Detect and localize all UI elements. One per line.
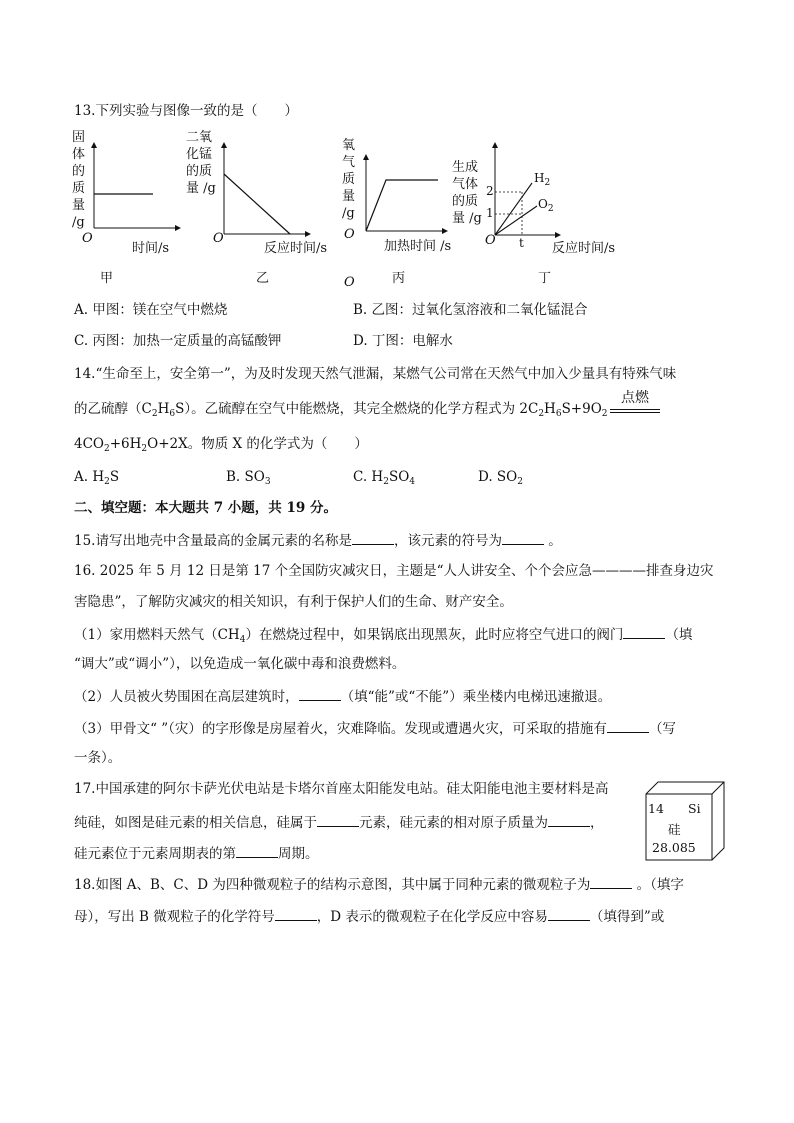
q14-option-c: C. $H_2SO_4$ (353, 469, 416, 487)
q13-graphs (60, 125, 700, 295)
graph-ding-h2 (495, 183, 532, 235)
q16-part1-cont: “调大”或“调小”），以免造成一氧化碳中毒和浪费燃料。 (74, 656, 406, 672)
graph-ding-caption: 丁 (538, 271, 552, 286)
q13-option-a: A. 甲图：镁在空气中燃烧 (74, 302, 228, 318)
q18-line1: 18.如图 A、B、C、D 为四种微观粒子的结构示意图，其中属于同种元素的微观粒子为 。（填字 (74, 874, 684, 894)
graph-ding (495, 143, 560, 235)
graph-bing-xlabel: 加热时间 /s (384, 239, 452, 254)
q16-part3-cont: 一条）。 (74, 750, 122, 766)
graph-yi (224, 143, 310, 234)
q16-blank-3[interactable] (607, 718, 649, 733)
q17-line1: 17.中国承建的阿尔卡萨光伏电站是卡塔尔首座太阳能发电站。硅太阳能电池主要材料是高 (74, 781, 609, 797)
element-name: 硅 (668, 822, 681, 837)
graph-ding-tick-1: 1 (486, 206, 494, 220)
graph-ding-tick-t: t (519, 236, 524, 250)
graph-ding-o2 (495, 206, 537, 235)
silicon-element-card (644, 780, 728, 866)
graph-ding-origin: O (485, 233, 496, 248)
q14-condition: 点燃 (610, 390, 660, 413)
graph-bing-ylabel: 氧 气 质 量 /g (342, 138, 356, 221)
q17-blank-3[interactable] (236, 843, 278, 858)
graph-jia-origin: O (82, 231, 93, 246)
q16-part1: （1）家用燃料天然气$(CH_4)$在燃烧过程中，如果锅底出现黑灰，此时应将空气进口的阀门 （填 (74, 624, 692, 649)
q16-part3: （3）甲骨文“ ”（灾）的字形像是房屋着火，灾难降临。发现或遭遇火灾，可采取的措施有 （写 (74, 718, 676, 738)
q16-line1: 16. 2025 年 5 月 12 日是第 17 个全国防灾减灾日，主题是“人人讲安全、个个会应急————排查身边灾 (74, 563, 714, 579)
graph-ding-series-h2: $H_2$ (534, 171, 551, 188)
graph-bing-line (366, 180, 438, 231)
graph-yi-ylabel: 二氧 化锰 的质 量 /g (186, 130, 216, 196)
graph-yi-line (224, 174, 290, 234)
q16-line2: 害隐患”，了解防灾减灾的相关知识，有利于保护人们的生命、财产安全。 (74, 594, 513, 610)
q14-line3: $4CO_2+6H_2O+2X$。物质 X 的化学式为（ ） (74, 436, 368, 454)
graph-bing-extra-origin: O (344, 275, 355, 290)
q16-blank-1[interactable] (623, 624, 665, 639)
graph-ding-series-o2: $O_2$ (538, 197, 554, 214)
q13-graphs-svg (60, 125, 700, 295)
q13-option-d: D. 丁图：电解水 (353, 333, 453, 349)
q18-blank-3[interactable] (548, 906, 590, 921)
graph-yi-caption: 乙 (256, 271, 270, 286)
q15: 15.请写出地壳中含量最高的金属元素的名称是 ，该元素的符号为 。 (74, 530, 562, 550)
q15-blank-1[interactable] (352, 530, 394, 545)
q13-option-c: C. 丙图：加热一定质量的高锰酸钾 (74, 333, 282, 349)
q14-line1: 14.“生命至上，安全第一”，为及时发现天然气泄漏，某燃气公司常在天然气中加入少量具有特殊气味 (74, 366, 677, 382)
q14-option-a: A. $H_2S$ (74, 469, 120, 487)
section-2-heading: 二、填空题：本大题共 7 小题，共 19 分。 (74, 500, 337, 516)
graph-yi-origin: O (213, 231, 224, 246)
graph-bing-caption: 丙 (392, 271, 406, 286)
q17-line3: 硅元素位于元素周期表的第 周期。 (74, 843, 319, 863)
element-mass: 28.085 (652, 840, 696, 855)
q13-stem: 13.下列实验与图像一致的是（ ） (74, 103, 298, 119)
element-symbol: Si (688, 801, 701, 816)
element-number: 14 (648, 801, 664, 816)
q17-blank-1[interactable] (317, 812, 359, 827)
q18-blank-2[interactable] (275, 906, 317, 921)
q17-blank-2[interactable] (548, 812, 590, 827)
graph-jia (94, 143, 180, 228)
graph-bing (366, 155, 447, 231)
q14-option-b: B. $SO_3$ (226, 469, 271, 487)
q16-blank-2[interactable] (299, 686, 341, 701)
graph-jia-ylabel: 固 体 的 质 量 /g (72, 130, 86, 230)
graph-ding-xlabel: 反应时间/s (552, 241, 616, 256)
q18-line2: 母），写出 B 微观粒子的化学符号 ，D 表示的微观粒子在化学反应中容易 （填得到”或 (74, 906, 664, 926)
q18-blank-1[interactable] (590, 874, 632, 889)
q16-part2: （2）人员被火势围困在高层建筑时， （填“能”或“不能”）乘坐楼内电梯迅速撤退。 (74, 686, 611, 706)
q13-option-b: B. 乙图：过氧化氢溶液和二氧化锰混合 (353, 302, 588, 318)
graph-ding-tick-2: 2 (486, 184, 494, 198)
q14-option-d: D. $SO_2$ (478, 469, 523, 487)
graph-yi-xlabel: 反应时间/s (264, 241, 328, 256)
graph-jia-xlabel: 时间/s (132, 241, 170, 256)
graph-bing-origin: O (344, 227, 355, 242)
graph-ding-ylabel: 生成 气体 的质 量 /g (452, 160, 482, 226)
graph-jia-caption: 甲 (100, 271, 114, 286)
q15-blank-2[interactable] (502, 530, 544, 545)
q14-line2: 的乙硫醇$(C_2H_6S)$。乙硫醇在空气中能燃烧，其完全燃烧的化学方程式为 $2C_2H_6S+9O_2$ (74, 401, 608, 419)
q17-line2: 纯硅，如图是硅元素的相关信息，硅属于 元素，硅元素的相对原子质量为 ， (74, 812, 604, 832)
